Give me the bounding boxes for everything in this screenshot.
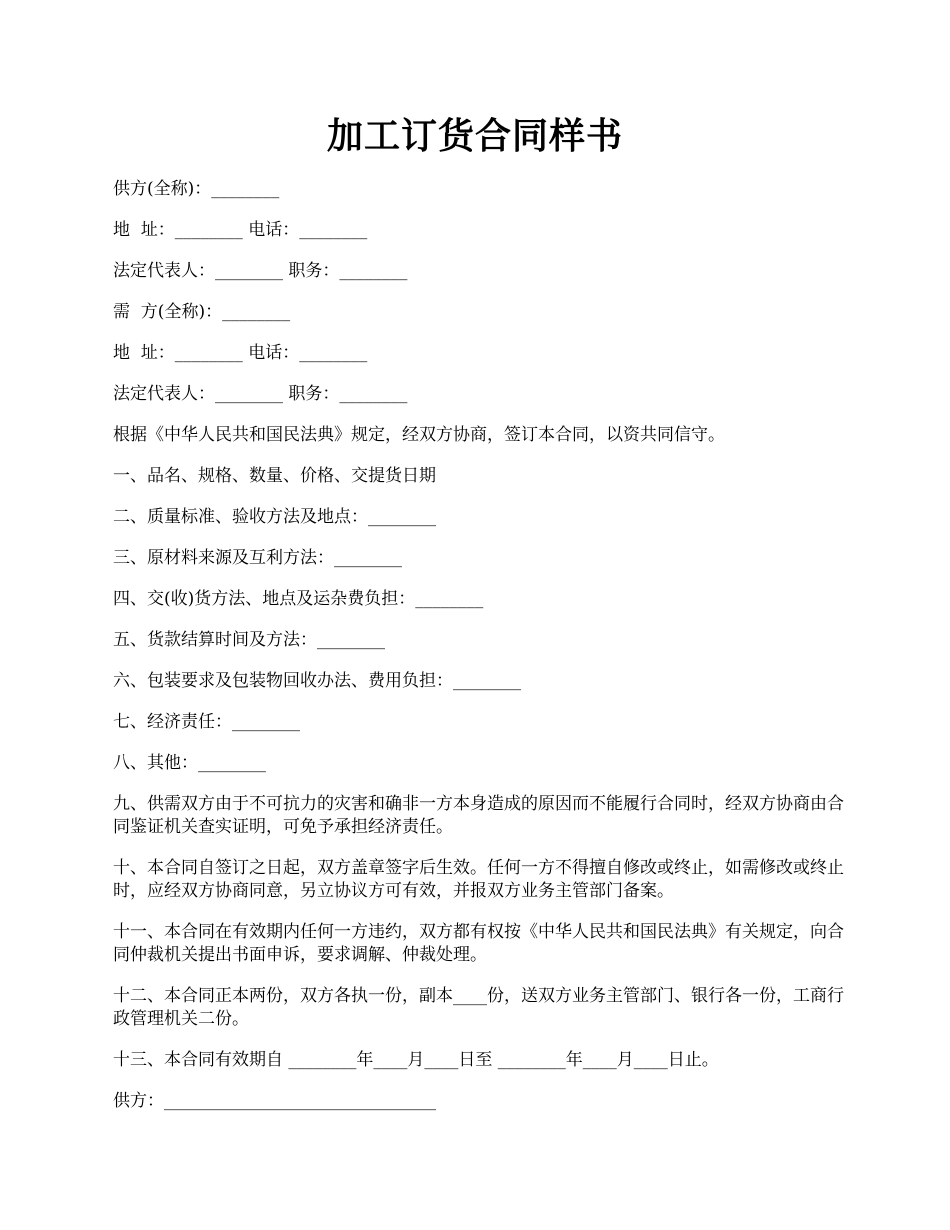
supplier-name-line: 供方(全称)：________ (113, 179, 280, 199)
clause-13: 十三、本合同有效期自 ________年____月____日至 ________年____月____日止。 (113, 1050, 719, 1070)
clause-1: 一、品名、规格、数量、价格、交提货日期 (113, 466, 436, 486)
clause-10: 十、本合同自签订之日起，双方盖章签字后生效。任何一方不得擅自修改或终止，如需修改或终止时，应经双方协商同意，另立协议方可有效，并报双方业务主管部门备案。 (113, 858, 844, 901)
clause-4: 四、交(收)货方法、地点及运杂费负担：________ (113, 589, 484, 609)
buyer-representative-line: 法定代表人：________ 职务：________ (113, 384, 408, 404)
supplier-signature-line: 供方：________________________________ (113, 1091, 436, 1111)
clause-2: 二、质量标准、验收方法及地点：________ (113, 507, 436, 527)
clause-8: 八、其他：________ (113, 753, 266, 773)
document-title: 加工订货合同样书 (326, 115, 623, 157)
clause-3: 三、原材料来源及互利方法：________ (113, 548, 402, 568)
supplier-representative-line: 法定代表人：________ 职务：________ (113, 261, 408, 281)
clause-7: 七、经济责任：________ (113, 712, 300, 732)
buyer-name-line: 需 方(全称)：________ (113, 302, 291, 322)
preamble-paragraph: 根据《中华人民共和国民法典》规定，经双方协商，签订本合同，以资共同信守。 (113, 425, 725, 445)
clause-6: 六、包装要求及包装物回收办法、费用负担：________ (113, 671, 521, 691)
buyer-address-line: 地 址：________ 电话：________ (113, 343, 368, 363)
clause-9: 九、供需双方由于不可抗力的灾害和确非一方本身造成的原因而不能履行合同时，经双方协商由合同鉴证机关查实证明，可免予承担经济责任。 (113, 794, 844, 837)
clause-11: 十一、本合同在有效期内任何一方违约，双方都有权按《中华人民共和国民法典》有关规定，向合同仲裁机关提出书面申诉，要求调解、仲裁处理。 (113, 922, 844, 965)
document-body (113, 178, 853, 1131)
supplier-address-line: 地 址：________ 电话：________ (113, 220, 368, 240)
clause-12: 十二、本合同正本两份，双方各执一份，副本____份，送双方业务主管部门、银行各一份，工商行政管理机关二份。 (113, 986, 844, 1029)
clause-5: 五、货款结算时间及方法：________ (113, 630, 385, 650)
